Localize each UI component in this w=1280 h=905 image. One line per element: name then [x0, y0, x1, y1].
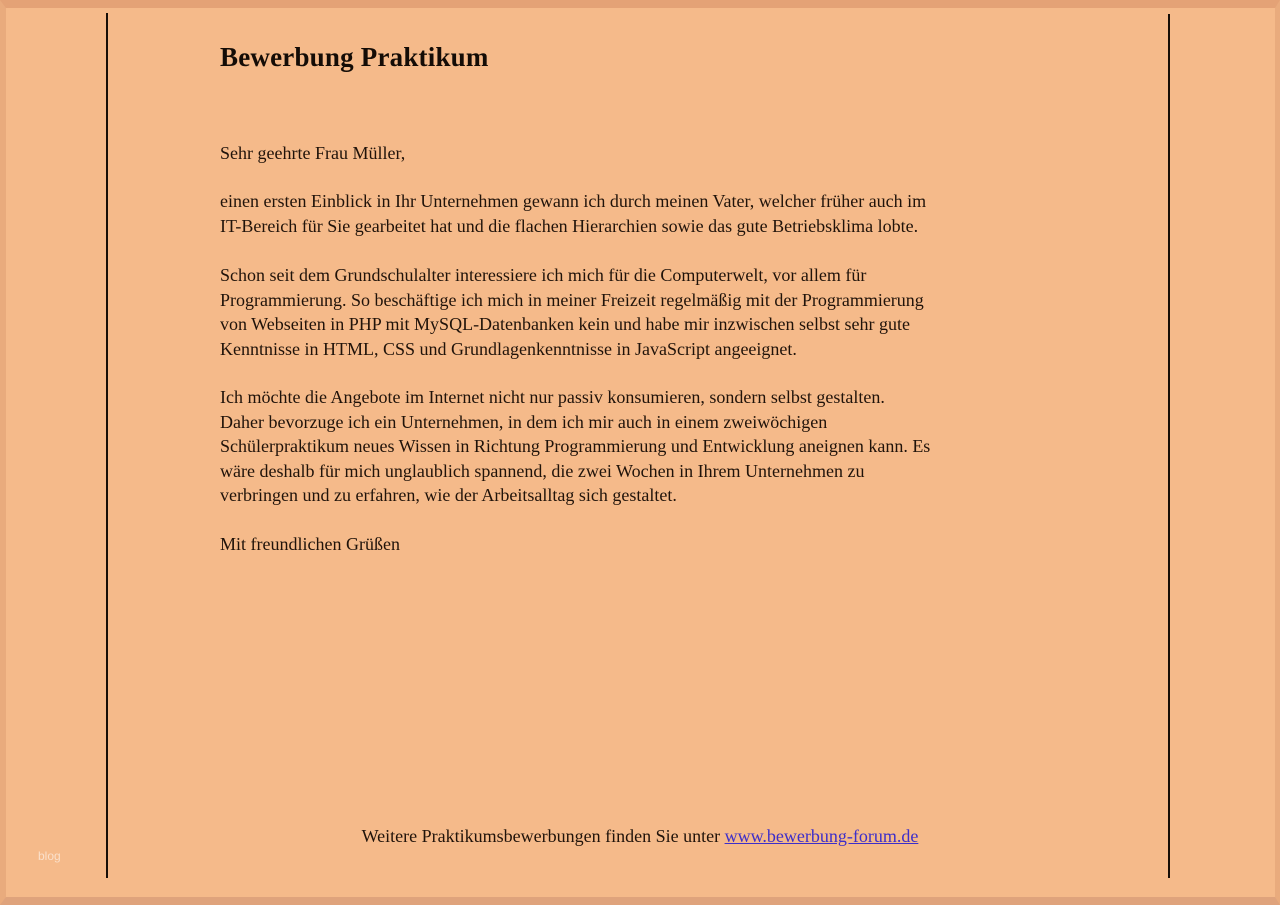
paragraph-line: von Webseiten in PHP mit MySQL-Datenbanken kein und habe mir inzwischen selbst sehr gute: [220, 314, 910, 334]
footer-text: Weitere Praktikumsbewerbungen finden Sie unter: [361, 826, 725, 846]
blog-watermark: blog: [38, 849, 61, 863]
paragraph-line: einen ersten Einblick in Ihr Unternehmen gewann ich durch meinen Vater, welcher früher auch im: [220, 191, 927, 211]
paragraph-line: Daher bevorzuge ich ein Unternehmen, in dem ich mir auch in einem zweiwöchigen: [220, 411, 828, 432]
paragraph-line: Programmierung. So beschäftige ich mich in meiner Freizeit regelmäßig mit der Programmierung: [220, 289, 924, 310]
paragraph-line: Schülerpraktikum neues Wissen in Richtung Programmierung und Entwicklung aneignen kann. Es: [220, 436, 931, 456]
bewerbung-forum-link[interactable]: www.bewerbung-forum.de: [724, 826, 919, 846]
left-vertical-rule: [106, 13, 108, 878]
paragraph-2: [220, 263, 1090, 361]
paragraph-line: verbringen und zu erfahren, wie der Arbeitsalltag sich gestaltet.: [220, 485, 677, 505]
right-vertical-rule: [1168, 14, 1170, 878]
greeting-line: Sehr geehrte Frau Müller,: [220, 143, 406, 163]
paragraph-line: wäre deshalb für mich unglaublich spannend, die zwei Wochen in Ihrem Unternehmen zu: [220, 460, 865, 481]
paragraph-line: IT-Bereich für Sie gearbeitet hat und die flachen Hierarchien sowie das gute Betriebsklima lobte.: [220, 215, 919, 236]
paragraph-line: Schon seit dem Grundschulalter interessiere ich mich für die Computerwelt, vor allem für: [220, 265, 867, 285]
closing-line: Mit freundlichen Grüßen: [220, 534, 400, 554]
paragraph-3: [220, 385, 1090, 508]
paragraph-line: Ich möchte die Angebote im Internet nicht nur passiv konsumieren, sondern selbst gestalten.: [220, 387, 885, 407]
page-title: Bewerbung Praktikum: [220, 42, 489, 72]
paragraph-1: [220, 189, 1090, 238]
paragraph-line: Kenntnisse in HTML, CSS und Grundlagenkenntnisse in JavaScript angeeignet.: [220, 338, 797, 359]
footer-note: [0, 826, 1280, 847]
